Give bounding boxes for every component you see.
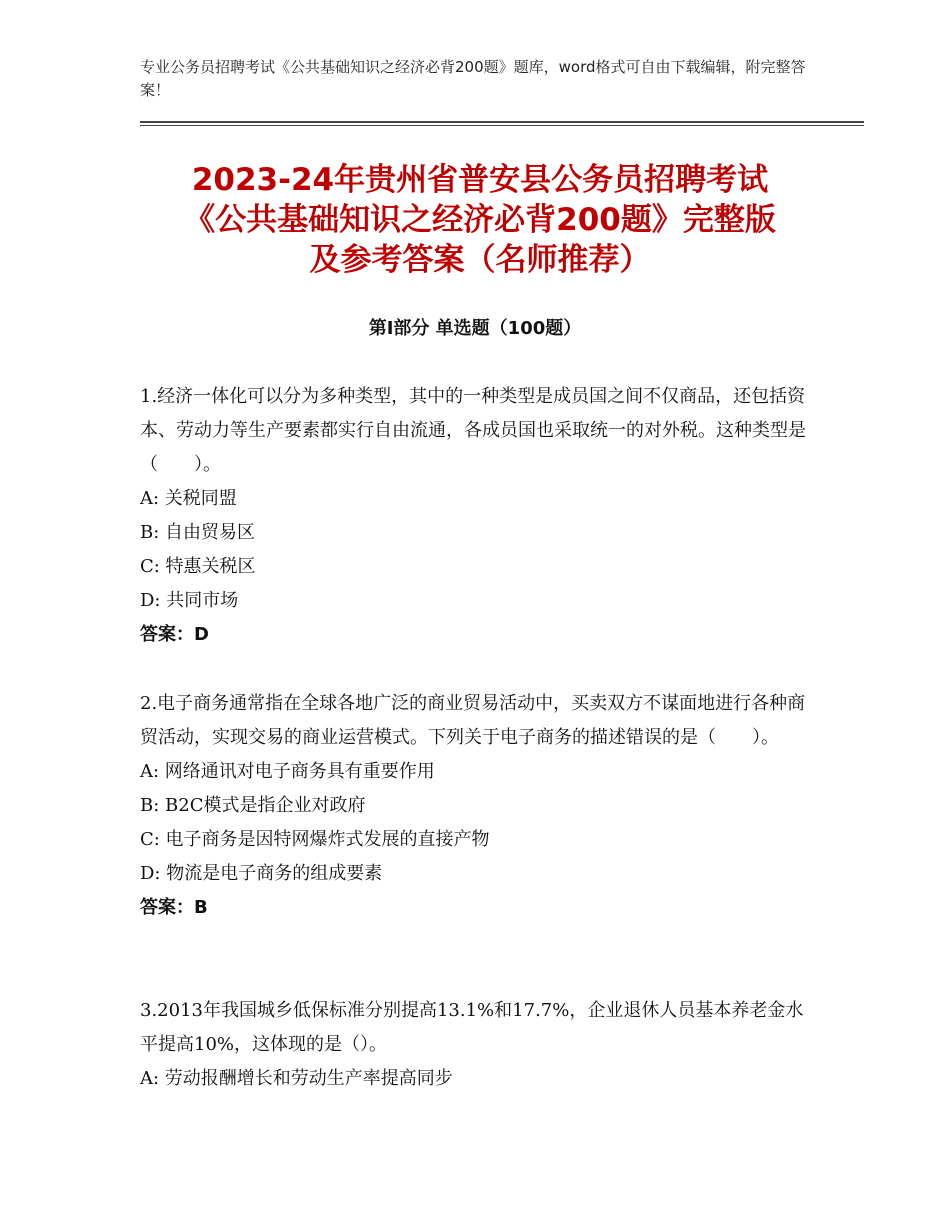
option-d: D: 物流是电子商务的组成要素	[140, 863, 383, 884]
header-divider-thick	[140, 121, 864, 123]
section-heading: 第Ⅰ部分 单选题（100题）	[368, 318, 582, 339]
answer: 答案：B	[140, 897, 208, 918]
option-a: A: 劳动报酬增长和劳动生产率提高同步	[140, 1068, 453, 1089]
question-stem: 3.2013年我国城乡低保标准分别提高13.1%和17.7%，企业退休人员基本养老金水平提高10%，这体现的是（）。	[140, 1000, 804, 1055]
question-2	[140, 687, 810, 925]
question-stem: 2.电子商务通常指在全球各地广泛的商业贸易活动中，买卖双方不谋面地进行各种商贸活动，实现交易的商业运营模式。下列关于电子商务的描述错误的是（ ）。	[140, 693, 806, 748]
answer: 答案：D	[140, 624, 209, 645]
option-c: C: 特惠关税区	[140, 556, 256, 577]
option-b: B: 自由贸易区	[140, 522, 256, 543]
option-c: C: 电子商务是因特网爆炸式发展的直接产物	[140, 829, 490, 850]
question-3	[140, 994, 810, 1096]
question-stem: 1.经济一体化可以分为多种类型，其中的一种类型是成员国之间不仅商品，还包括资本、劳动力等生产要素都实行自由流通，各成员国也采取统一的对外税。这种类型是（ ）。	[140, 386, 806, 475]
header-divider-thin	[140, 125, 864, 126]
question-1	[140, 380, 810, 652]
option-d: D: 共同市场	[140, 590, 239, 611]
title-line-1: 2023-24年贵州省普安县公务员招聘考试	[191, 162, 769, 198]
option-a: A: 关税同盟	[140, 488, 237, 509]
option-a: A: 网络通讯对电子商务具有重要作用	[140, 761, 435, 782]
title-line-3: 及参考答案（名师推荐）	[309, 242, 651, 278]
option-b: B: B2C模式是指企业对政府	[140, 795, 366, 816]
header-note: 专业公务员招聘考试《公共基础知识之经济必背200题》题库，word格式可自由下载编辑，附完整答案！	[140, 58, 806, 99]
document-title	[130, 160, 830, 280]
title-line-2: 《公共基础知识之经济必背200题》完整版	[184, 202, 776, 238]
